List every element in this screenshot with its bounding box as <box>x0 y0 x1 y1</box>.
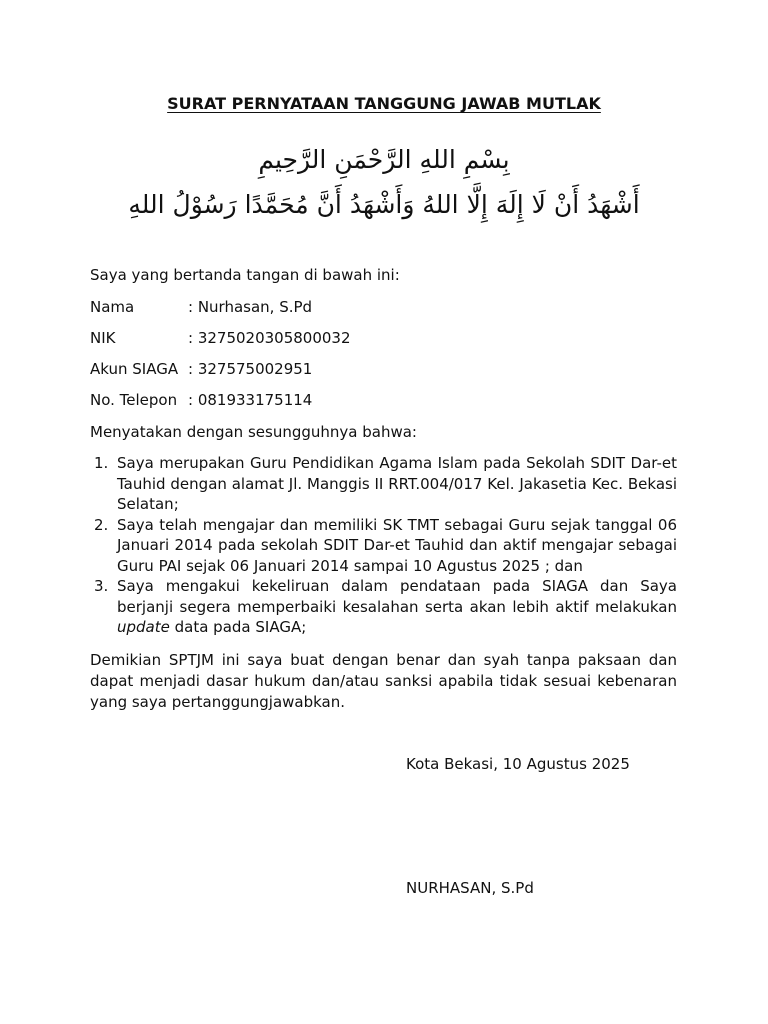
list-item-text: Saya merupakan Guru Pendidikan Agama Islam pada Sekolah SDIT Dar-et Tauhid dengan alamat Jl. Manggis II RRT.004/017 Kel. Jakasetia Kec. Bekasi Selatan; <box>117 454 677 513</box>
shahada-text: أَشْهَدُ أَنْ لَا إِلَهَ إِلَّا اللهُ وَأَشْهَدُ أَنَّ مُحَمَّدًا رَسُوْلُ اللهِ <box>128 190 640 219</box>
list-item <box>90 576 677 638</box>
field-label: NIK <box>90 329 116 347</box>
closing-paragraph: Demikian SPTJM ini saya buat dengan benar dan syah tanpa paksaan dan dapat menjadi dasar hukum dan/atau sanksi apabila tidak sesuai kebenaran yang saya pertanggungjawabkan. <box>90 651 677 711</box>
signer-name: NURHASAN, S.Pd <box>406 879 534 897</box>
field-nik <box>90 329 690 349</box>
field-akun-siaga <box>90 360 690 380</box>
list-item-text: Saya telah mengajar dan memiliki SK TMT sebagai Guru sejak tanggal 06 Januari 2014 pada sekolah SDIT Dar-et Tauhid dan aktif mengajar sebagai Guru PAI sejak 06 Januari 2014 sampai 10 Agustus 2025 ; dan <box>117 515 677 575</box>
list-item-number: 3. <box>94 577 109 595</box>
field-label: No. Telepon <box>90 391 178 409</box>
list-item <box>90 515 677 577</box>
list-item-text: Saya mengakui kekeliruan dalam pendataan pada SIAGA dan Saya berjanji segera memperbaiki kesalahan serta akan lebih aktif melakukan <box>117 577 677 616</box>
field-label: Akun SIAGA <box>90 360 179 378</box>
list-item-italic-text: update <box>117 618 170 636</box>
list-item <box>90 453 677 515</box>
statement-intro: Menyatakan dengan sesungguhnya bahwa: <box>90 423 417 441</box>
field-label: Nama <box>90 298 135 316</box>
field-value: : 327575002951 <box>188 360 313 378</box>
document-title: SURAT PERNYATAAN TANGGUNG JAWAB MUTLAK <box>167 94 601 113</box>
place-date: Kota Bekasi, 10 Agustus 2025 <box>406 755 630 773</box>
field-value: : Nurhasan, S.Pd <box>188 298 313 316</box>
field-value: : 3275020305800032 <box>188 329 351 347</box>
statement-list <box>90 453 677 638</box>
field-nama <box>90 298 690 318</box>
list-item-text: data pada SIAGA; <box>169 618 307 636</box>
list-item-number: 1. <box>94 454 109 472</box>
intro-text: Saya yang bertanda tangan di bawah ini: <box>90 266 400 284</box>
list-item-number: 2. <box>94 515 109 534</box>
field-no-telepon <box>90 391 690 411</box>
field-value: : 081933175114 <box>188 391 313 409</box>
basmalah-text: بِسْمِ اللهِ الرَّحْمَنِ الرَّحِيمِ <box>258 145 510 174</box>
